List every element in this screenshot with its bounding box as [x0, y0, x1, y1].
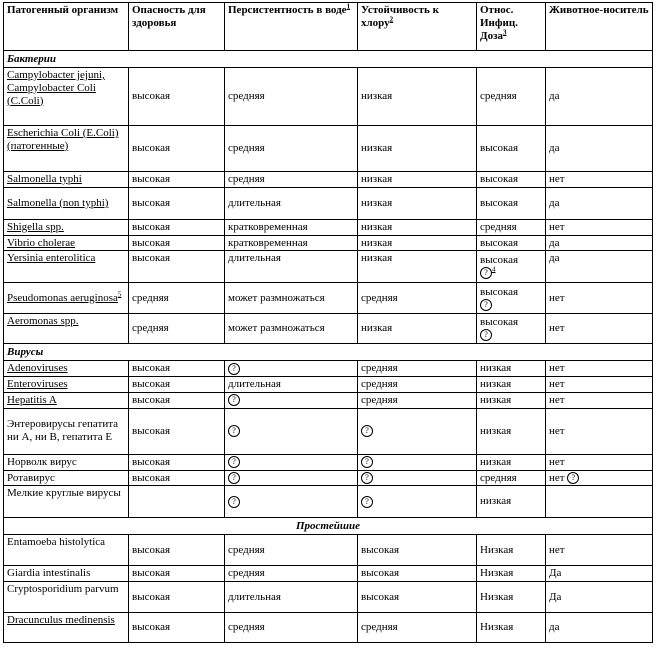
header-dose: Относ. Инфиц. Доза$^3$ [477, 3, 546, 51]
cell: низкая [358, 187, 477, 219]
cell [225, 408, 358, 454]
table-row [4, 314, 653, 344]
cell-organism: Энтеровирусы гепатита ни A, ни B, гепатита E [4, 408, 129, 454]
cell [358, 486, 477, 518]
cell: нет ? [546, 470, 653, 486]
cell-organism: Vibrio cholerae [4, 235, 129, 251]
cell-organism: Yersinia enterolitica [4, 251, 129, 283]
cell [225, 454, 358, 470]
cell: низкая [477, 361, 546, 377]
cell: высокая [129, 68, 225, 126]
cell: нет [546, 377, 653, 393]
table-row [4, 251, 653, 283]
cell-organism: Adenoviruses [4, 361, 129, 377]
cell: нет [546, 314, 653, 344]
cell: высокая [129, 454, 225, 470]
table-row [4, 187, 653, 219]
question-mark-icon: ? [361, 496, 373, 508]
table-row [4, 126, 653, 172]
cell: нет [546, 535, 653, 566]
cell: средняя [477, 219, 546, 235]
cell-organism: Shigella spp. [4, 219, 129, 235]
cell-organism: Hepatitis A [4, 392, 129, 408]
section-viruses: Вирусы [4, 344, 653, 361]
pathogen-table-wrap [3, 2, 653, 643]
cell: средняя [358, 377, 477, 393]
question-mark-icon: ? [480, 267, 492, 279]
cell: средняя [225, 68, 358, 126]
cell: кратковременная [225, 235, 358, 251]
cell-organism: Giardia intestinalis [4, 566, 129, 582]
cell: да [546, 235, 653, 251]
cell: высокая [358, 582, 477, 613]
cell: низкая [358, 235, 477, 251]
cell: высокая [129, 235, 225, 251]
section-protozoa: Простейшие [4, 518, 653, 535]
pathogen-table [3, 2, 653, 643]
cell: да [546, 187, 653, 219]
cell [358, 454, 477, 470]
cell: нет [546, 408, 653, 454]
header-organism: Патогенный организм [4, 3, 129, 51]
cell: нет [546, 283, 653, 314]
table-row [4, 377, 653, 393]
cell: высокая [129, 251, 225, 283]
cell: низкая [358, 251, 477, 283]
cell: средняя [225, 566, 358, 582]
footnote-ref: 4 [492, 265, 496, 274]
cell: может размножаться [225, 283, 358, 314]
cell-organism: Мелкие круглые вирусы [4, 486, 129, 518]
cell: средняя [225, 535, 358, 566]
question-mark-icon: ? [228, 425, 240, 437]
question-mark-icon: ? [228, 496, 240, 508]
cell: высокая [129, 408, 225, 454]
footnote-ref: 3 [503, 27, 507, 36]
table-row [4, 566, 653, 582]
cell [225, 470, 358, 486]
table-row [4, 408, 653, 454]
cell: высокая [129, 126, 225, 172]
cell: высокая [129, 172, 225, 188]
cell: нет [546, 454, 653, 470]
cell [225, 361, 358, 377]
section-bacteria: Бактерии [4, 51, 653, 68]
cell: нет [546, 361, 653, 377]
cell: средняя [225, 172, 358, 188]
cell: нет [546, 392, 653, 408]
cell: высокая [129, 535, 225, 566]
cell: низкая [477, 392, 546, 408]
table-row [4, 235, 653, 251]
cell-organism: Entamoeba histolytica [4, 535, 129, 566]
cell: средняя [225, 126, 358, 172]
question-mark-icon: ? [228, 363, 240, 375]
cell-organism: Salmonella typhi [4, 172, 129, 188]
cell: низкая [477, 486, 546, 518]
cell: Да [546, 566, 653, 582]
cell: низкая [477, 454, 546, 470]
cell-organism: Campylobacter jejuni, Campylobacter Coli (C.Coli) [4, 68, 129, 126]
cell: высокая [129, 566, 225, 582]
cell: средняя [358, 361, 477, 377]
cell-organism: Cryptosporidium parvum [4, 582, 129, 613]
cell: низкая [477, 377, 546, 393]
cell: низкая [358, 126, 477, 172]
question-mark-icon: ? [228, 472, 240, 484]
cell: да [546, 613, 653, 643]
header-animal-carrier: Животное-носитель [546, 3, 653, 51]
footnote-ref: 1 [346, 2, 351, 11]
cell: Низкая [477, 582, 546, 613]
cell: высокая [129, 582, 225, 613]
header-chlorine: Устойчивость к хлору$^2$ [358, 3, 477, 51]
cell: высокая [129, 219, 225, 235]
question-mark-icon: ? [567, 472, 579, 484]
cell: высокая [358, 566, 477, 582]
cell: средняя [225, 613, 358, 643]
cell: длительная [225, 251, 358, 283]
cell: средняя [358, 283, 477, 314]
cell-organism: Норволк вирус [4, 454, 129, 470]
cell: низкая [477, 408, 546, 454]
cell: высокая [129, 377, 225, 393]
cell: Да [546, 582, 653, 613]
table-row [4, 613, 653, 643]
cell: высокая ? $^4$ [477, 251, 546, 283]
cell: высокая [477, 235, 546, 251]
cell: высокая [129, 470, 225, 486]
question-mark-icon: ? [228, 394, 240, 406]
cell: нет [546, 172, 653, 188]
footnote-ref: 2 [389, 15, 394, 24]
question-mark-icon: ? [361, 425, 373, 437]
cell: средняя [358, 392, 477, 408]
table-row [4, 454, 653, 470]
header-hazard: Опасность для здоровья [129, 3, 225, 51]
question-mark-icon: ? [361, 456, 373, 468]
cell: Низкая [477, 613, 546, 643]
table-row [4, 68, 653, 126]
cell: Низкая [477, 535, 546, 566]
cell: высокая [129, 361, 225, 377]
cell: кратковременная [225, 219, 358, 235]
cell [358, 408, 477, 454]
cell [225, 486, 358, 518]
table-row [4, 361, 653, 377]
cell: низкая [358, 219, 477, 235]
question-mark-icon: ? [361, 472, 373, 484]
cell: Низкая [477, 566, 546, 582]
cell-organism: Ротавирус [4, 470, 129, 486]
cell: низкая [358, 68, 477, 126]
cell: низкая [358, 172, 477, 188]
cell: высокая [358, 535, 477, 566]
table-row [4, 172, 653, 188]
section-row [4, 51, 653, 68]
table-row [4, 392, 653, 408]
section-row [4, 518, 653, 535]
cell [129, 486, 225, 518]
cell: высокая [129, 392, 225, 408]
cell-organism: Aeromonas spp. [4, 314, 129, 344]
cell: средняя [477, 68, 546, 126]
table-row [4, 582, 653, 613]
cell-organism: Enteroviruses [4, 377, 129, 393]
cell: длительная [225, 377, 358, 393]
table-row [4, 283, 653, 314]
cell: да [546, 251, 653, 283]
table-row [4, 470, 653, 486]
header-row [4, 3, 653, 51]
cell: высокая [129, 187, 225, 219]
cell: нет [546, 219, 653, 235]
cell: средняя [129, 283, 225, 314]
cell-organism: Pseudomonas aeruginosa$^5$ [4, 283, 129, 314]
cell-organism: Dracunculus medinensis [4, 613, 129, 643]
cell: средняя [129, 314, 225, 344]
cell: высокая [129, 613, 225, 643]
cell: высокая ? [477, 314, 546, 344]
cell: может размножаться [225, 314, 358, 344]
footnote-ref: 5 [117, 290, 122, 299]
cell: высокая [477, 126, 546, 172]
cell [358, 470, 477, 486]
cell: средняя [477, 470, 546, 486]
table-row [4, 219, 653, 235]
section-row [4, 344, 653, 361]
cell: высокая [477, 172, 546, 188]
cell: да [546, 68, 653, 126]
cell: средняя [358, 613, 477, 643]
cell: низкая [358, 314, 477, 344]
question-mark-icon: ? [480, 299, 492, 311]
cell [225, 392, 358, 408]
cell: высокая ? [477, 283, 546, 314]
header-persistence: Персистентность в воде$^1$ [225, 3, 358, 51]
cell [546, 486, 653, 518]
question-mark-icon: ? [480, 329, 492, 341]
cell-organism: Escherichia Coli (E.Coli) (патогенные) [4, 126, 129, 172]
cell-organism: Salmonella (non typhi) [4, 187, 129, 219]
table-row [4, 486, 653, 518]
cell: длительная [225, 187, 358, 219]
cell: высокая [477, 187, 546, 219]
cell: да [546, 126, 653, 172]
cell: длительная [225, 582, 358, 613]
table-row [4, 535, 653, 566]
question-mark-icon: ? [228, 456, 240, 468]
